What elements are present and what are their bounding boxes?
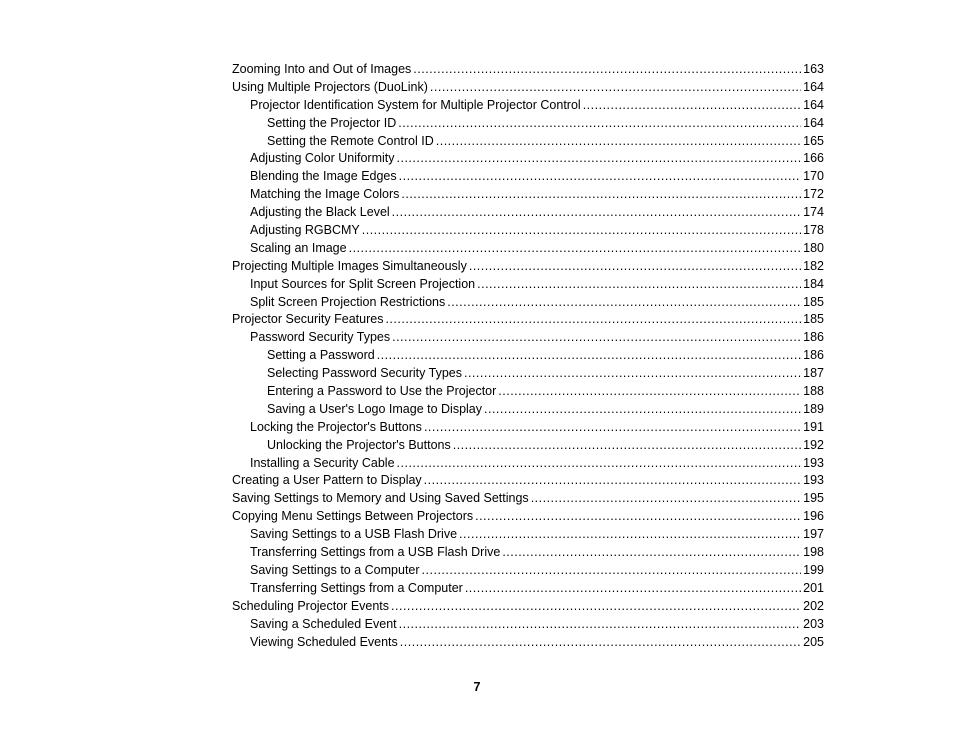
toc-entry-page[interactable]: 199 xyxy=(803,562,824,577)
toc-entry-page[interactable]: 193 xyxy=(803,455,824,470)
toc-entry[interactable] xyxy=(232,472,824,490)
dot-leader xyxy=(377,347,801,365)
toc-entry-page[interactable]: 202 xyxy=(803,598,824,613)
toc-entry-page[interactable]: 205 xyxy=(803,634,824,649)
dot-leader xyxy=(400,634,801,652)
toc-entry-title[interactable]: Setting the Projector ID xyxy=(267,115,397,130)
toc-entry-page[interactable]: 185 xyxy=(803,312,824,327)
dot-leader xyxy=(398,115,801,133)
toc-entry-page[interactable]: 164 xyxy=(803,79,824,94)
toc-entry-title[interactable]: Scaling an Image xyxy=(250,240,347,255)
toc-entry-title[interactable]: Copying Menu Settings Between Projectors xyxy=(232,509,474,524)
toc-entry-title[interactable]: Adjusting Color Uniformity xyxy=(250,151,395,166)
toc-entry[interactable] xyxy=(232,115,824,133)
dot-leader xyxy=(399,168,802,186)
toc-entry-title[interactable]: Unlocking the Projector's Buttons xyxy=(267,437,451,452)
toc-entry-page[interactable]: 186 xyxy=(803,348,824,363)
toc-entry-page[interactable]: 203 xyxy=(803,616,824,631)
toc-entry-page[interactable]: 164 xyxy=(803,97,824,112)
dot-leader xyxy=(392,204,801,222)
dot-leader xyxy=(399,616,802,634)
toc-entry-title[interactable]: Adjusting RGBCMY xyxy=(250,223,360,238)
toc-entry-title[interactable]: Adjusting the Black Level xyxy=(250,205,390,220)
toc-entry-page[interactable]: 166 xyxy=(803,151,824,166)
toc-entry-title[interactable]: Entering a Password to Use the Projector xyxy=(267,384,497,399)
toc-entry-page[interactable]: 165 xyxy=(803,133,824,148)
toc-entry[interactable] xyxy=(232,383,824,401)
dot-leader xyxy=(349,240,802,258)
toc-entry[interactable] xyxy=(232,61,824,79)
toc-entry-page[interactable]: 192 xyxy=(803,437,824,452)
toc-entry-page[interactable]: 191 xyxy=(803,419,824,434)
toc-entry-title[interactable]: Creating a User Pattern to Display xyxy=(232,473,422,488)
toc-entry-page[interactable]: 178 xyxy=(803,223,824,238)
toc-entry-page[interactable]: 170 xyxy=(803,169,824,184)
table-of-contents xyxy=(232,61,824,651)
dot-leader xyxy=(464,365,801,383)
toc-entry-page[interactable]: 195 xyxy=(803,491,824,506)
dot-leader xyxy=(424,472,801,490)
toc-entry-title[interactable]: Matching the Image Colors xyxy=(250,187,400,202)
toc-entry-title[interactable]: Input Sources for Split Screen Projection xyxy=(250,276,476,291)
dot-leader xyxy=(447,294,801,312)
toc-entry[interactable] xyxy=(232,437,824,455)
toc-entry-title[interactable]: Saving Settings to a USB Flash Drive xyxy=(250,527,458,542)
toc-entry[interactable] xyxy=(232,562,824,580)
dot-leader xyxy=(459,526,801,544)
dot-leader xyxy=(424,419,801,437)
dot-leader xyxy=(498,383,801,401)
dot-leader xyxy=(583,97,801,115)
dot-leader xyxy=(397,150,802,168)
toc-entry-page[interactable]: 163 xyxy=(803,62,824,76)
toc-entry[interactable] xyxy=(232,276,824,294)
toc-entry[interactable] xyxy=(232,150,824,168)
toc-entry-title[interactable]: Scheduling Projector Events xyxy=(232,598,390,613)
dot-leader xyxy=(465,580,801,598)
toc-entry[interactable] xyxy=(232,294,824,312)
dot-leader xyxy=(422,562,802,580)
toc-entry-title[interactable]: Split Screen Projection Restrictions xyxy=(250,294,446,309)
toc-entry-page[interactable]: 182 xyxy=(803,258,824,273)
toc-entry-title[interactable]: Setting a Password xyxy=(267,348,375,363)
toc-entry-title[interactable]: Using Multiple Projectors (DuoLink) xyxy=(232,79,428,94)
toc-entry-page[interactable]: 172 xyxy=(803,187,824,202)
dot-leader xyxy=(385,311,801,329)
dot-leader xyxy=(392,329,801,347)
toc-entry[interactable] xyxy=(232,311,824,329)
toc-entry[interactable] xyxy=(232,329,824,347)
dot-leader xyxy=(453,437,801,455)
toc-entry-page[interactable]: 201 xyxy=(803,580,824,595)
toc-entry[interactable] xyxy=(232,580,824,598)
toc-entry-page[interactable]: 196 xyxy=(803,509,824,524)
toc-entry-page[interactable]: 189 xyxy=(803,401,824,416)
toc-entry-page[interactable]: 186 xyxy=(803,330,824,345)
toc-entry-title[interactable]: Saving a Scheduled Event xyxy=(250,616,397,631)
toc-entry-title[interactable]: Setting the Remote Control ID xyxy=(267,133,434,148)
toc-entry[interactable] xyxy=(232,598,824,616)
dot-leader xyxy=(401,186,801,204)
toc-entry[interactable] xyxy=(232,616,824,634)
toc-entry-page[interactable]: 188 xyxy=(803,384,824,399)
toc-entry[interactable] xyxy=(232,526,824,544)
toc-entry-page[interactable]: 180 xyxy=(803,240,824,255)
toc-entry[interactable] xyxy=(232,79,824,97)
dot-leader xyxy=(436,133,801,151)
toc-entry-title[interactable]: Transferring Settings from a Computer xyxy=(250,580,463,595)
dot-leader xyxy=(531,490,801,508)
toc-entry-title[interactable]: Projector Security Features xyxy=(232,312,384,327)
toc-entry[interactable] xyxy=(232,186,824,204)
toc-entry-title[interactable]: Viewing Scheduled Events xyxy=(250,634,398,649)
toc-entry-title[interactable]: Saving Settings to Memory and Using Saved Settings xyxy=(232,491,529,506)
toc-entry[interactable] xyxy=(232,222,824,240)
toc-entry[interactable] xyxy=(232,508,824,526)
dot-leader xyxy=(430,79,801,97)
toc-entry-title[interactable]: Selecting Password Security Types xyxy=(267,366,463,381)
dot-leader xyxy=(484,401,801,419)
toc-entry[interactable] xyxy=(232,168,824,186)
dot-leader xyxy=(413,61,801,79)
toc-entry-page[interactable]: 187 xyxy=(803,366,824,381)
toc-entry[interactable] xyxy=(232,544,824,562)
dot-leader xyxy=(475,508,801,526)
toc-entry-page[interactable]: 184 xyxy=(803,276,824,291)
toc-entry-page[interactable]: 164 xyxy=(803,115,824,130)
toc-entry[interactable] xyxy=(232,455,824,473)
toc-entry-page[interactable]: 174 xyxy=(803,205,824,220)
page-number: 7 xyxy=(473,680,481,694)
toc-entry[interactable] xyxy=(232,401,824,419)
toc-entry-title[interactable]: Zooming Into and Out of Images xyxy=(232,62,412,76)
toc-entry-title[interactable]: Saving Settings to a Computer xyxy=(250,562,420,577)
toc-entry[interactable] xyxy=(232,490,824,508)
toc-entry[interactable] xyxy=(232,97,824,115)
toc-entry[interactable] xyxy=(232,419,824,437)
toc-entry-title[interactable]: Blending the Image Edges xyxy=(250,169,397,184)
dot-leader xyxy=(477,276,801,294)
toc-entry[interactable] xyxy=(232,347,824,365)
toc-entry[interactable] xyxy=(232,258,824,276)
dot-leader xyxy=(469,258,801,276)
dot-leader xyxy=(397,455,802,473)
toc-entry-page[interactable]: 197 xyxy=(803,527,824,542)
toc-entry-title[interactable]: Locking the Projector's Buttons xyxy=(250,419,422,434)
toc-entry-title[interactable]: Projector Identification System for Multiple Projector Control xyxy=(250,97,581,112)
toc-entry[interactable] xyxy=(232,133,824,151)
toc-entry-page[interactable]: 198 xyxy=(803,545,824,560)
toc-entry-title[interactable]: Installing a Security Cable xyxy=(250,455,395,470)
toc-entry[interactable] xyxy=(232,365,824,383)
toc-entry-title[interactable]: Saving a User's Logo Image to Display xyxy=(267,401,482,416)
toc-entry[interactable] xyxy=(232,240,824,258)
toc-entry-page[interactable]: 193 xyxy=(803,473,824,488)
toc-entry-page[interactable]: 185 xyxy=(803,294,824,309)
dot-leader xyxy=(502,544,801,562)
toc-entry-title[interactable]: Transferring Settings from a USB Flash Drive xyxy=(250,545,501,560)
toc-entry[interactable] xyxy=(232,634,824,652)
toc-entry-title[interactable]: Projecting Multiple Images Simultaneously xyxy=(232,258,467,273)
toc-entry[interactable] xyxy=(232,204,824,222)
dot-leader xyxy=(391,598,801,616)
dot-leader xyxy=(362,222,801,240)
toc-entry-title[interactable]: Password Security Types xyxy=(250,330,391,345)
